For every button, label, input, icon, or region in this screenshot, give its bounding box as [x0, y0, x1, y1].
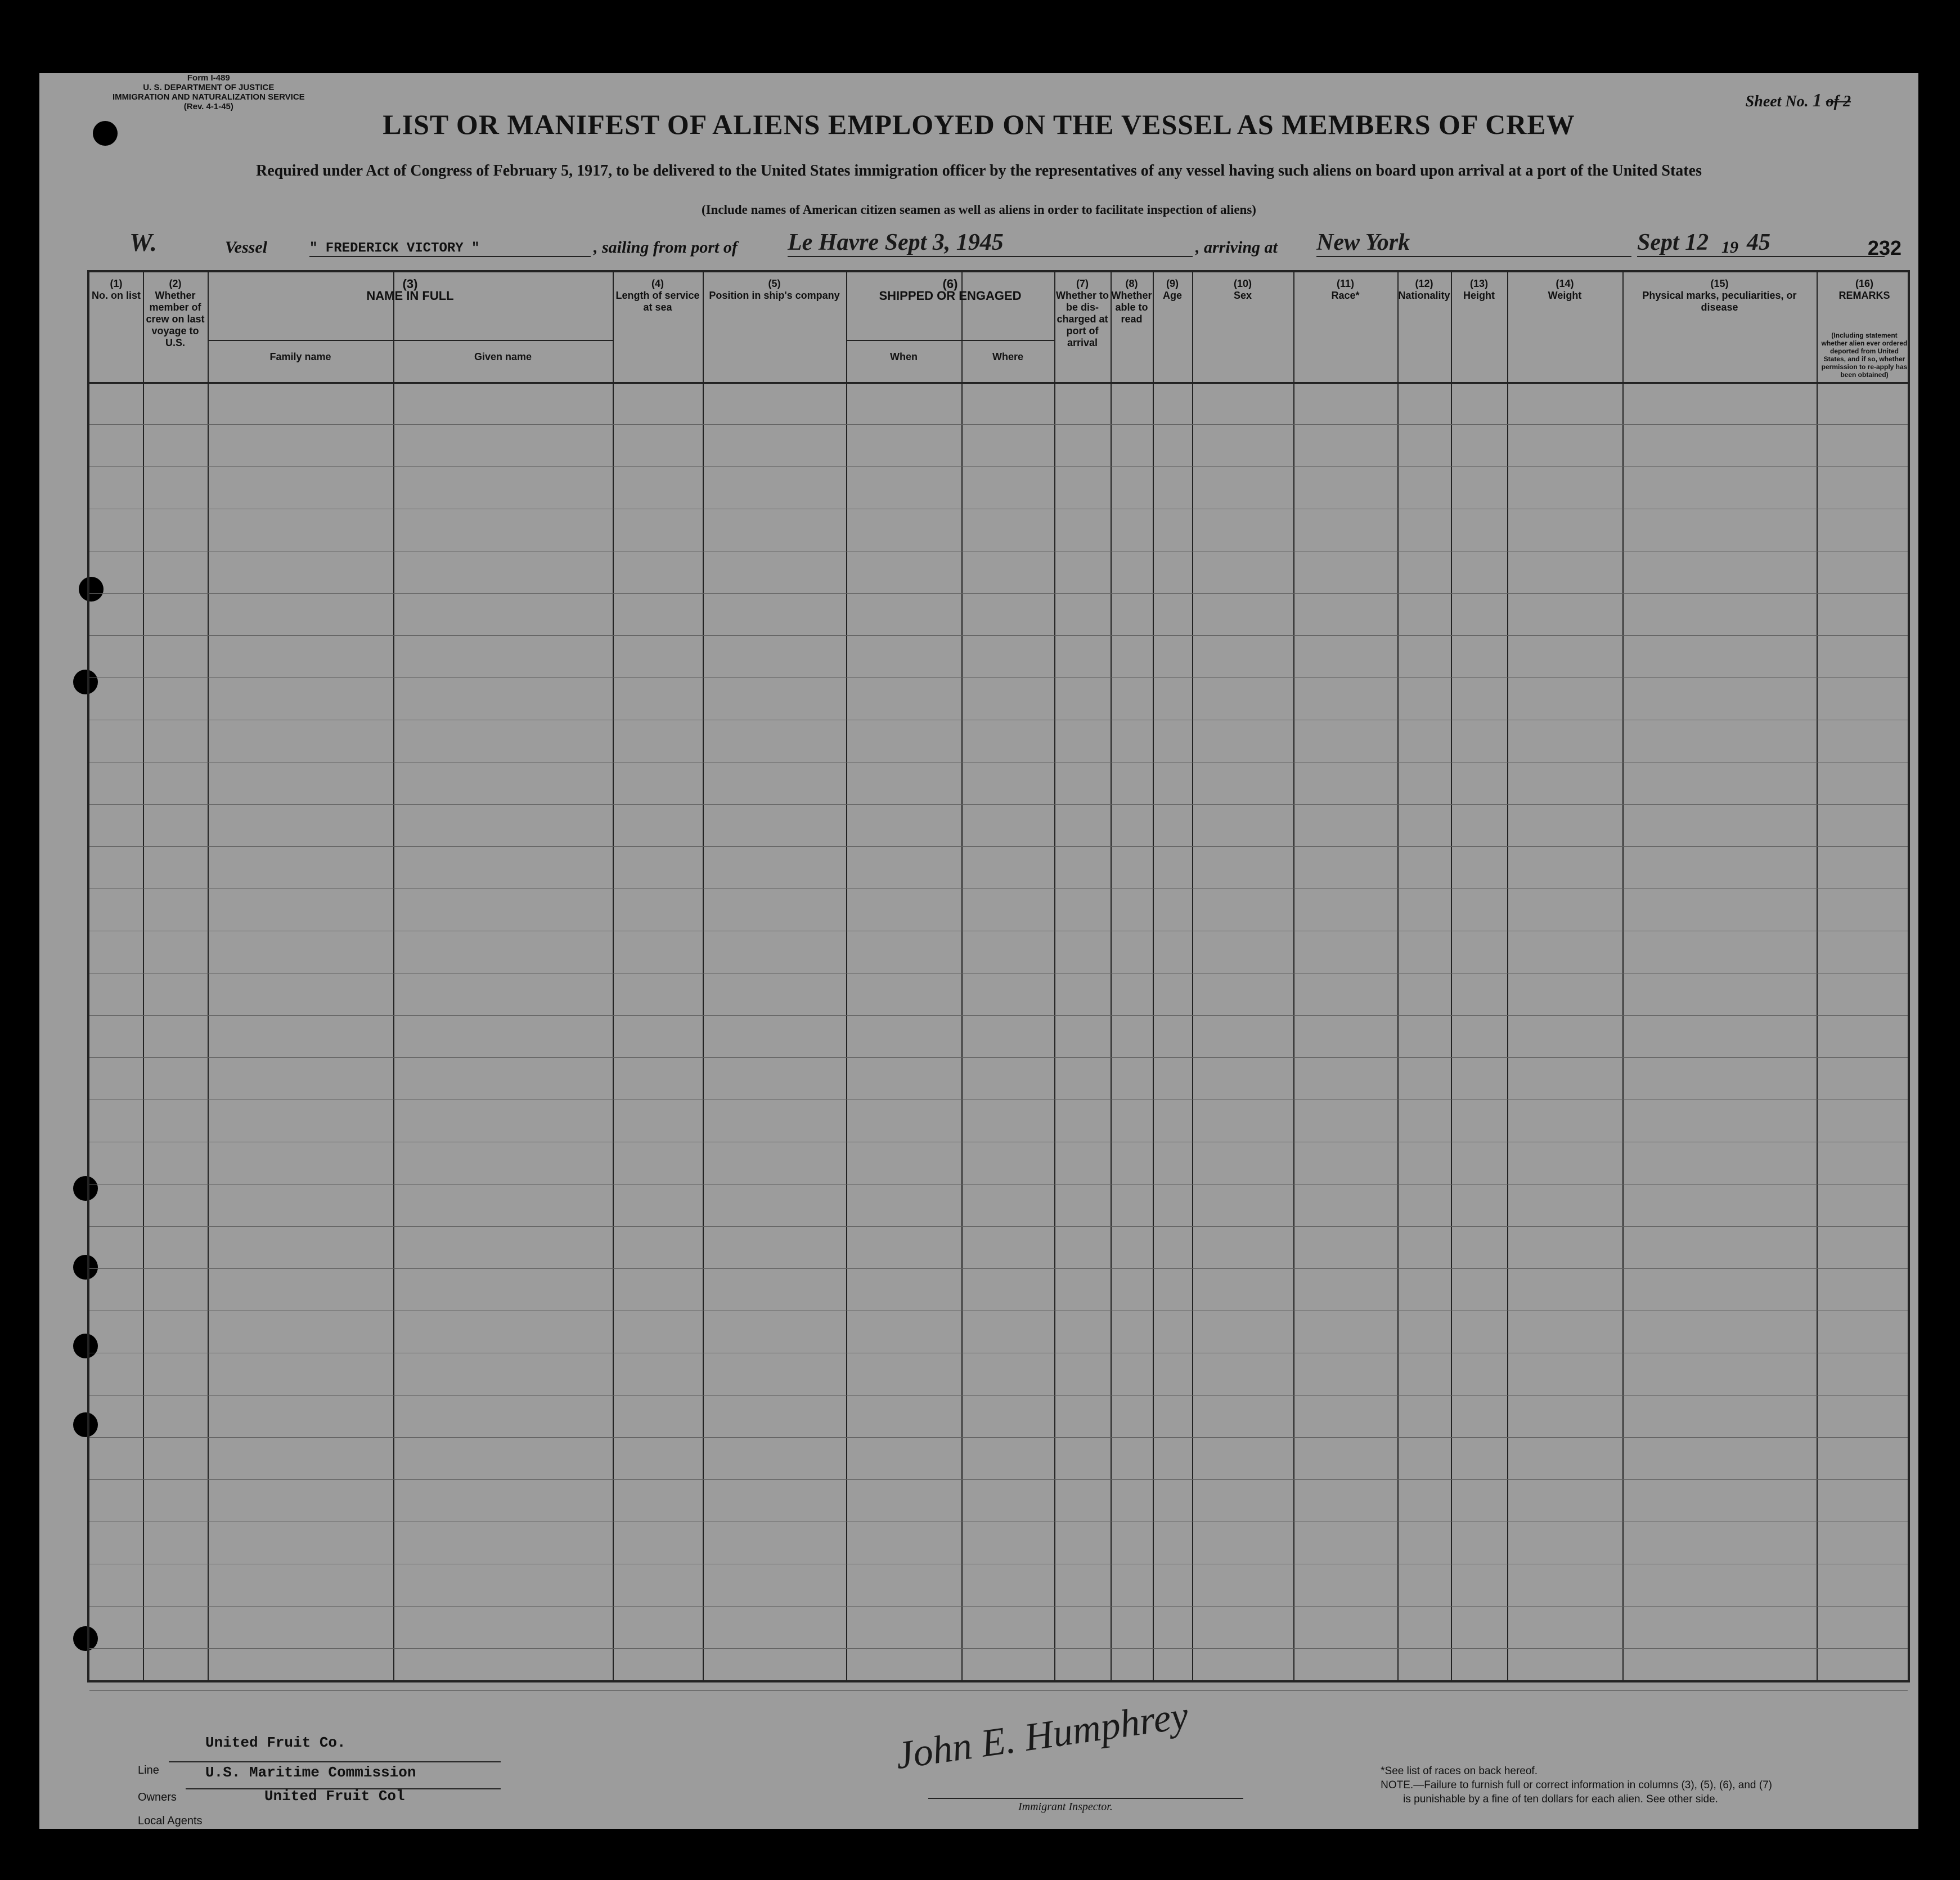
vessel-label: Vessel [225, 238, 267, 257]
column-divider [703, 272, 704, 1680]
note-penalty: NOTE.—Failure to furnish full or correct information in columns (3), (5), (6), and (7) [1381, 1779, 1772, 1791]
column-title: Nationality [1398, 290, 1450, 301]
row-rule [89, 593, 1908, 594]
column-number: (9) [1166, 278, 1179, 289]
header-weight [1507, 278, 1622, 302]
header-remarks-note: (Including statement whether alien ever ordered deported from United States, and if so, whether permission to re-apply has been obtained) [1821, 331, 1908, 379]
header-read [1111, 278, 1153, 325]
header-given-name: Given name [474, 351, 532, 362]
header-age [1153, 278, 1192, 302]
header-name [208, 278, 613, 302]
column-divider [1192, 272, 1193, 1680]
column-divider [1111, 272, 1112, 1680]
row-rule [89, 804, 1908, 805]
row-rule [89, 1057, 1908, 1058]
header-physical-marks [1622, 278, 1817, 313]
line-label: Line [138, 1764, 159, 1776]
sailing-port: Le Havre Sept 3, 1945 [788, 229, 1193, 257]
header-where: Where [992, 351, 1023, 362]
header-nationality [1397, 278, 1451, 302]
column-title: Whether able to read [1111, 290, 1152, 325]
column-number: (1) [110, 278, 123, 289]
arrival-year: 45 [1747, 229, 1797, 257]
column-number: (13) [1469, 278, 1488, 289]
header-last-voyage [143, 278, 208, 349]
arrival-date: Sept 12 [1637, 229, 1885, 257]
column-divider [1817, 272, 1818, 1680]
row-rule [89, 466, 1908, 467]
document-instruction: (Include names of American citizen seamen as well as aliens in order to facilitate inspection of aliens) [702, 203, 1256, 217]
footer [96, 1693, 1896, 1827]
agents-value: United Fruit Col [264, 1788, 405, 1805]
row-rule [89, 1268, 1908, 1269]
inspector-label: Immigrant Inspector. [1018, 1801, 1113, 1813]
page-number: 232 [1867, 236, 1901, 259]
row-rule [89, 424, 1908, 425]
column-divider [1622, 272, 1624, 1680]
header-family-name: Family name [269, 351, 331, 362]
column-divider [613, 272, 614, 1680]
form-identifier: Form I-489 U. S. DEPARTMENT OF JUSTICE IMMIGRATION AND NATURALIZATION SERVICE (Rev. 4-1-45) [113, 73, 305, 111]
column-number: (15) [1710, 278, 1729, 289]
column-divider [1293, 272, 1294, 1680]
row-rule [89, 1226, 1908, 1227]
inspector-signature: John E. Humphrey [893, 1693, 1191, 1778]
header-race [1293, 278, 1397, 302]
row-rule [89, 1690, 1908, 1691]
column-title: Whether member of crew on last voyage to U.S. [146, 290, 205, 348]
column-number: (11) [1336, 278, 1355, 289]
note-races: *See list of races on back hereof. [1381, 1765, 1538, 1777]
header-no [89, 278, 143, 302]
column-divider [1507, 272, 1508, 1680]
note-penalty-cont: is punishable by a fine of ten dollars for each alien. See other side. [1403, 1793, 1718, 1805]
column-title: Height [1463, 290, 1495, 301]
column-number: (16) [1855, 278, 1873, 289]
column-number: (8) [1125, 278, 1138, 289]
crew-table [87, 270, 1910, 1682]
column-divider [1397, 272, 1399, 1680]
column-number: (14) [1556, 278, 1574, 289]
column-title: Position in ship's company [709, 290, 840, 301]
line-value: United Fruit Co. [205, 1734, 346, 1751]
year-label: 19 [1721, 238, 1738, 257]
document-title: LIST OR MANIFEST OF ALIENS EMPLOYED ON THE VESSEL AS MEMBERS OF CREW [383, 109, 1575, 140]
owners-value: U.S. Maritime Commission [205, 1764, 416, 1781]
owners-label: Owners [138, 1791, 177, 1803]
column-title: Length of service at sea [615, 290, 700, 313]
column-number: (12) [1415, 278, 1433, 289]
column-number: (3) [402, 277, 418, 291]
row-rule [89, 1648, 1908, 1649]
footer-notes [1381, 1764, 1772, 1806]
column-title: NAME IN FULL [366, 289, 454, 303]
column-title: Sex [1233, 290, 1252, 301]
column-title: No. on list [92, 290, 141, 301]
sailing-label: , sailing from port of [594, 238, 738, 257]
column-title: Weight [1548, 290, 1582, 301]
row-rule [89, 635, 1908, 636]
header-position [703, 278, 846, 302]
column-divider [143, 272, 144, 1680]
shipped-subheader-line [846, 340, 1054, 341]
header-height [1451, 278, 1507, 302]
column-divider [1054, 272, 1055, 1680]
column-divider [1451, 272, 1452, 1680]
agents-label: Local Agents [138, 1815, 203, 1827]
arriving-port: New York [1316, 229, 1631, 257]
column-divider [393, 272, 394, 1680]
row-rule [89, 1395, 1908, 1396]
column-number: (2) [169, 278, 182, 289]
header-shipped [846, 278, 1054, 302]
column-title: Whether to be dis- charged at port of arrival [1056, 290, 1109, 348]
prefix-handwritten: W. [129, 228, 157, 257]
header-sex [1192, 278, 1293, 302]
column-title: REMARKS [1838, 290, 1890, 301]
column-title: Physical marks, peculiarities, or disease [1642, 290, 1797, 313]
row-rule [89, 1606, 1908, 1607]
arriving-label: , arriving at [1195, 238, 1278, 257]
column-divider [846, 272, 847, 1680]
vessel-line [84, 228, 1873, 262]
header-discharged [1054, 278, 1111, 349]
row-rule [89, 1437, 1908, 1438]
column-number: (6) [942, 277, 958, 291]
name-subheader-line [208, 340, 613, 341]
document-subtitle: Required under Act of Congress of February 5, 1917, to be delivered to the United States immigration officer by the representatives of any vessel having such aliens on board upon arrival at a port of the United States [256, 162, 1702, 180]
manifest-sheet [39, 73, 1918, 1829]
header-divider [89, 382, 1908, 384]
sheet-number: Sheet No. 1 of 2 [1745, 90, 1851, 111]
row-rule [89, 846, 1908, 847]
header-when: When [890, 351, 918, 362]
column-title: Age [1162, 290, 1182, 301]
line-underline [169, 1761, 501, 1762]
header-service [613, 278, 703, 313]
row-rule [89, 1015, 1908, 1016]
inspector-underline [928, 1798, 1243, 1799]
column-number: (10) [1233, 278, 1252, 289]
column-divider [208, 272, 209, 1680]
row-rule [89, 677, 1908, 678]
row-rule [89, 1479, 1908, 1480]
column-title: SHIPPED OR ENGAGED [879, 289, 1022, 303]
column-title: Race* [1331, 290, 1360, 301]
column-number: (4) [651, 278, 664, 289]
header-remarks [1817, 278, 1912, 302]
column-divider [1153, 272, 1154, 1680]
column-number: (5) [768, 278, 781, 289]
column-number: (7) [1076, 278, 1089, 289]
vessel-name: " FREDERICK VICTORY " [309, 241, 591, 257]
column-divider [961, 272, 963, 1680]
